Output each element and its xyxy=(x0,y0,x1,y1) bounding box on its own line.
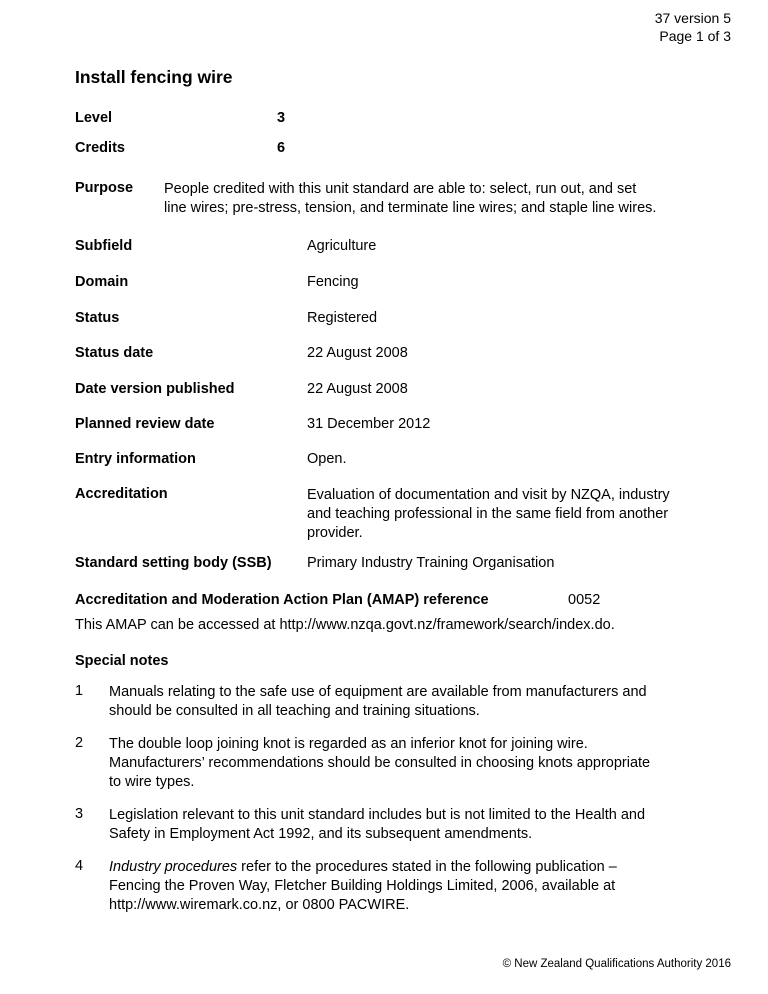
note-number-3: 3 xyxy=(75,806,84,822)
level-value: 3 xyxy=(277,110,286,126)
industry-procedures-term: Industry procedures xyxy=(109,859,238,875)
note-number-4: 4 xyxy=(75,858,84,874)
accreditation-line-3: provider. xyxy=(307,525,363,541)
note-4-line-3: http://www.wiremark.co.nz, or 0800 PACWIRE. xyxy=(109,897,410,913)
entry-info-label: Entry information xyxy=(75,451,196,467)
subfield-value: Agriculture xyxy=(307,238,377,254)
note-number-1: 1 xyxy=(75,683,84,699)
purpose-line-1: People credited with this unit standard are able to: select, run out, and set xyxy=(164,181,637,197)
note-1-line-1: Manuals relating to the safe use of equipment are available from manufacturers and xyxy=(109,684,647,700)
page-number: Page 1 of 3 xyxy=(659,28,731,44)
note-2-line-3: to wire types. xyxy=(109,774,195,790)
subfield-label: Subfield xyxy=(75,238,133,254)
note-3-line-2: Safety in Employment Act 1992, and its subsequent amendments. xyxy=(109,826,533,842)
document-version: 37 version 5 xyxy=(654,10,731,26)
note-4-line-1 xyxy=(109,858,709,877)
accreditation-line-1: Evaluation of documentation and visit by NZQA, industry xyxy=(307,487,670,503)
level-label: Level xyxy=(75,110,113,126)
ssb-label: Standard setting body (SSB) xyxy=(75,555,272,571)
status-value: Registered xyxy=(307,310,378,326)
note-4 xyxy=(109,858,709,915)
date-published-value: 22 August 2008 xyxy=(307,381,408,397)
note-4-line-2: Fencing the Proven Way, Fletcher Building Holdings Limited, 2006, available at xyxy=(109,878,616,894)
document-title: Install fencing wire xyxy=(75,67,233,87)
note-number-2: 2 xyxy=(75,735,84,751)
note-1-line-2: should be consulted in all teaching and training situations. xyxy=(109,703,480,719)
purpose-line-2: line wires; pre-stress, tension, and terminate line wires; and staple line wires. xyxy=(164,200,657,216)
note-4-line-1-rest: refer to the procedures stated in the following publication – xyxy=(237,859,617,875)
amap-label: Accreditation and Moderation Action Plan (AMAP) reference xyxy=(75,592,489,608)
entry-info-value: Open. xyxy=(307,451,347,467)
accreditation-label: Accreditation xyxy=(75,486,168,502)
status-label: Status xyxy=(75,310,120,326)
special-notes-heading: Special notes xyxy=(75,653,169,669)
accreditation-line-2: and teaching professional in the same field from another xyxy=(307,506,669,522)
note-2-line-1: The double loop joining knot is regarded as an inferior knot for joining wire. xyxy=(109,736,588,752)
ssb-value: Primary Industry Training Organisation xyxy=(307,555,555,571)
note-1 xyxy=(109,683,709,721)
amap-note: This AMAP can be accessed at http://www.nzqa.govt.nz/framework/search/index.do. xyxy=(75,617,615,633)
status-date-value: 22 August 2008 xyxy=(307,345,408,361)
date-published-label: Date version published xyxy=(75,381,235,397)
note-3-line-1: Legislation relevant to this unit standard includes but is not limited to the Health and xyxy=(109,807,646,823)
credits-label: Credits xyxy=(75,140,125,156)
note-2 xyxy=(109,735,709,792)
domain-label: Domain xyxy=(75,274,129,290)
review-date-value: 31 December 2012 xyxy=(307,416,431,432)
note-2-line-2: Manufacturers’ recommendations should be consulted in choosing knots appropriate xyxy=(109,755,651,771)
review-date-label: Planned review date xyxy=(75,416,215,432)
domain-value: Fencing xyxy=(307,274,359,290)
credits-value: 6 xyxy=(277,140,286,156)
copyright-footer: © New Zealand Qualifications Authority 2016 xyxy=(502,958,731,970)
amap-value: 0052 xyxy=(568,592,601,608)
note-3 xyxy=(109,806,709,844)
status-date-label: Status date xyxy=(75,345,154,361)
purpose-label: Purpose xyxy=(75,180,134,196)
